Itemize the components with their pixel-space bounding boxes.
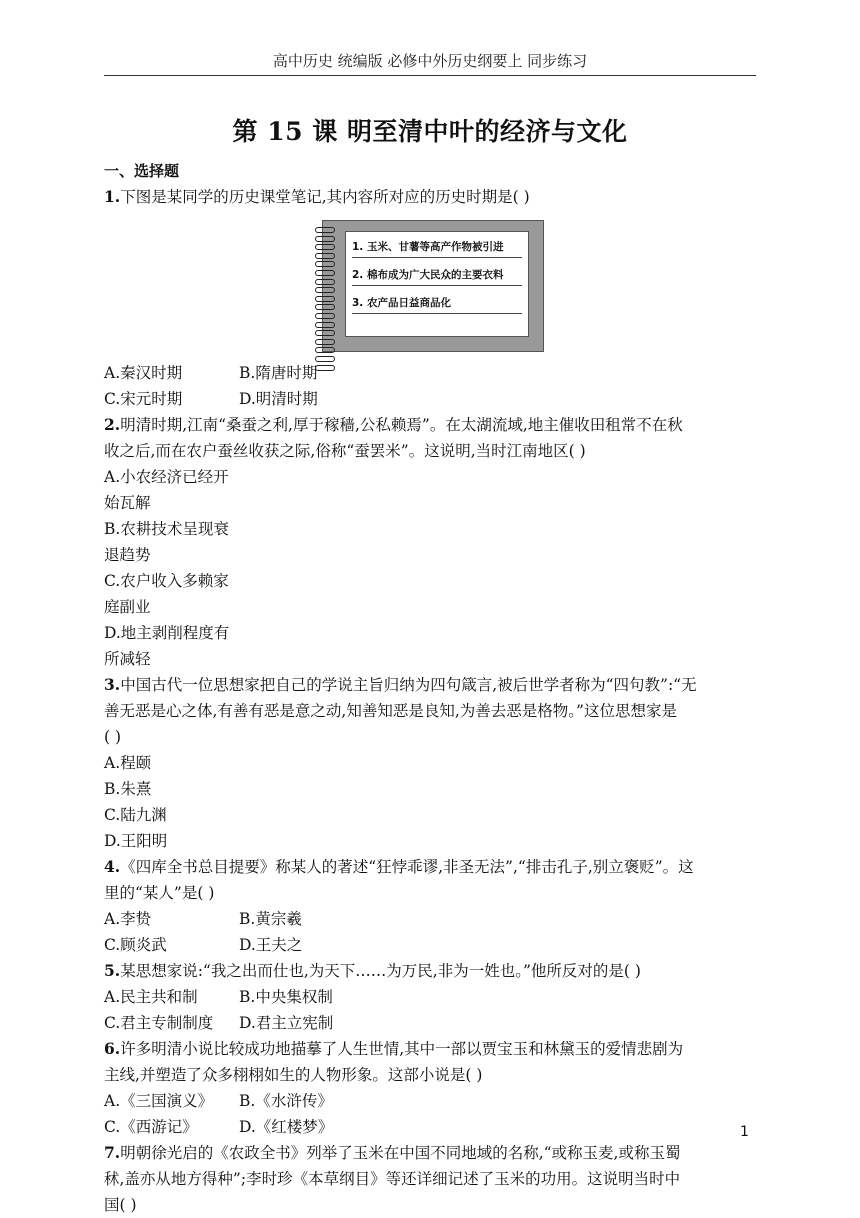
- option-row: [104, 984, 756, 1010]
- question-stem-line: 7.明朝徐光启的《农政全书》列举了玉米在中国不同地域的名称,“或称玉麦,或称玉蜀: [104, 1143, 681, 1162]
- notebook-note: 2. 棉布成为广大民众的主要衣料: [352, 268, 522, 286]
- answer-option: D.王夫之: [239, 936, 303, 954]
- question-stem-line: 1.下图是某同学的历史课堂笔记,其内容所对应的历史时期是( ): [104, 187, 530, 206]
- notebook-page: [345, 231, 529, 337]
- answer-option: D.《红楼梦》: [239, 1118, 334, 1136]
- answer-option: C.宋元时期: [104, 390, 183, 408]
- question-number: 4.: [104, 857, 121, 876]
- answer-option: A.李贽: [104, 910, 152, 928]
- answer-option: B.黄宗羲: [239, 910, 302, 928]
- option-row: [104, 516, 756, 568]
- answer-option: A.程颐: [104, 754, 152, 772]
- answer-option: C.《西游记》: [104, 1118, 198, 1136]
- question-stem-line: 里的“某人”是( ): [104, 884, 215, 902]
- question-stem-line: 2.明清时期,江南“桑蚕之利,厚于稼穑,公私赖焉”。在太湖流域,地主催收田租常不在秋: [104, 415, 683, 434]
- question-4: [104, 854, 756, 958]
- spiral-ring: [315, 356, 335, 362]
- question-2: [104, 412, 756, 672]
- question-list: [104, 184, 756, 1218]
- spiral-ring: [315, 279, 335, 285]
- spiral-ring: [315, 322, 335, 328]
- question-number: 1.: [104, 187, 121, 206]
- section-heading: 一、选择题: [104, 162, 180, 180]
- running-header: 高中历史 统编版 必修中外历史纲要上 同步练习: [272, 52, 588, 70]
- answer-option: A.民主共和制: [104, 988, 198, 1006]
- question-stem-line: 国( ): [104, 1196, 137, 1214]
- answer-option: B.朱熹: [104, 780, 152, 798]
- question-1: [104, 184, 756, 412]
- question-stem-line: 主线,并塑造了众多栩栩如生的人物形象。这部小说是( ): [104, 1066, 483, 1084]
- option-row: [104, 360, 756, 386]
- option-row: [104, 750, 756, 776]
- spiral-ring: [315, 253, 335, 259]
- answer-option: C.陆九渊: [104, 806, 167, 824]
- spiral-ring: [315, 365, 335, 371]
- spiral-ring: [315, 313, 335, 319]
- question-7: [104, 1140, 756, 1218]
- question-stem-line: 5.某思想家说:“我之出而仕也,为天下……为万民,非为一姓也。”他所反对的是( ): [104, 961, 641, 980]
- question-6: [104, 1036, 756, 1140]
- option-row: [104, 386, 756, 412]
- option-row: [104, 1114, 756, 1140]
- question-number: 6.: [104, 1039, 121, 1058]
- spiral-ring: [315, 236, 335, 242]
- notebook-note: 3. 农产品日益商品化: [352, 296, 522, 314]
- question-stem-line: 秫,盖亦从地方得种”;李时珍《本草纲目》等还详细记述了玉米的功用。这说明当时中: [104, 1170, 681, 1188]
- answer-option: D.明清时期: [239, 390, 318, 408]
- answer-option: C.君主专制制度: [104, 1014, 214, 1032]
- spiral-binding: [315, 227, 335, 373]
- option-row: [104, 802, 756, 828]
- spiral-ring: [315, 330, 335, 336]
- answer-option: C.顾炎武: [104, 936, 167, 954]
- question-5: [104, 958, 756, 1036]
- question-stem-line: ( ): [104, 728, 122, 746]
- spiral-ring: [315, 339, 335, 345]
- answer-option: B.隋唐时期: [239, 364, 318, 382]
- lesson-title: 第 15 课 明至清中叶的经济与文化: [232, 117, 628, 146]
- question-stem-line: 4.《四库全书总目提要》称某人的著述“狂悖乖谬,非圣无法”,“排击孔子,别立褒贬”。这: [104, 857, 694, 876]
- notebook-figure: [104, 210, 756, 360]
- spiral-ring: [315, 287, 335, 293]
- option-row: [104, 620, 756, 672]
- question-stem-line: 收之后,而在农户蚕丝收获之际,俗称“蚕罢米”。这说明,当时江南地区( ): [104, 442, 586, 460]
- answer-option: D.地主剥削程度有所减轻: [104, 624, 230, 668]
- answer-option: D.王阳明: [104, 832, 168, 850]
- option-row: [104, 1088, 756, 1114]
- notebook-illustration: [322, 220, 544, 352]
- answer-option: B.中央集权制: [239, 988, 333, 1006]
- answer-option: A.《三国演义》: [104, 1092, 214, 1110]
- worksheet-body: [104, 158, 756, 1218]
- page-number: 1: [740, 1124, 749, 1140]
- spiral-ring: [315, 296, 335, 302]
- question-number: 2.: [104, 415, 121, 434]
- spiral-ring: [315, 227, 335, 233]
- option-row: [104, 1010, 756, 1036]
- notebook-note: 1. 玉米、甘薯等高产作物被引进: [352, 240, 522, 258]
- option-row: [104, 932, 756, 958]
- question-number: 5.: [104, 961, 121, 980]
- answer-option: A.秦汉时期: [104, 364, 183, 382]
- header-rule: [104, 75, 756, 76]
- spiral-ring: [315, 244, 335, 250]
- question-number: 3.: [104, 675, 121, 694]
- option-row: [104, 464, 756, 516]
- answer-option: C.农户收入多赖家庭副业: [104, 572, 229, 616]
- question-stem-line: 6.许多明清小说比较成功地描摹了人生世情,其中一部以贾宝玉和林黛玉的爱情悲剧为: [104, 1039, 684, 1058]
- question-stem-line: 3.中国古代一位思想家把自己的学说主旨归纳为四句箴言,被后世学者称为“四句教”:“无: [104, 675, 697, 694]
- answer-option: B.《水浒传》: [239, 1092, 333, 1110]
- spiral-ring: [315, 261, 335, 267]
- question-number: 7.: [104, 1143, 121, 1162]
- spiral-ring: [315, 304, 335, 310]
- answer-option: A.小农经济已经开始瓦解: [104, 468, 229, 512]
- option-row: [104, 776, 756, 802]
- question-3: [104, 672, 756, 854]
- question-stem-line: 善无恶是心之体,有善有恶是意之动,知善知恶是良知,为善去恶是格物。”这位思想家是: [104, 702, 677, 720]
- option-row: [104, 906, 756, 932]
- option-row: [104, 568, 756, 620]
- spiral-ring: [315, 270, 335, 276]
- answer-option: D.君主立宪制: [239, 1014, 334, 1032]
- spiral-ring: [315, 347, 335, 353]
- answer-option: B.农耕技术呈现衰退趋势: [104, 520, 229, 564]
- option-row: [104, 828, 756, 854]
